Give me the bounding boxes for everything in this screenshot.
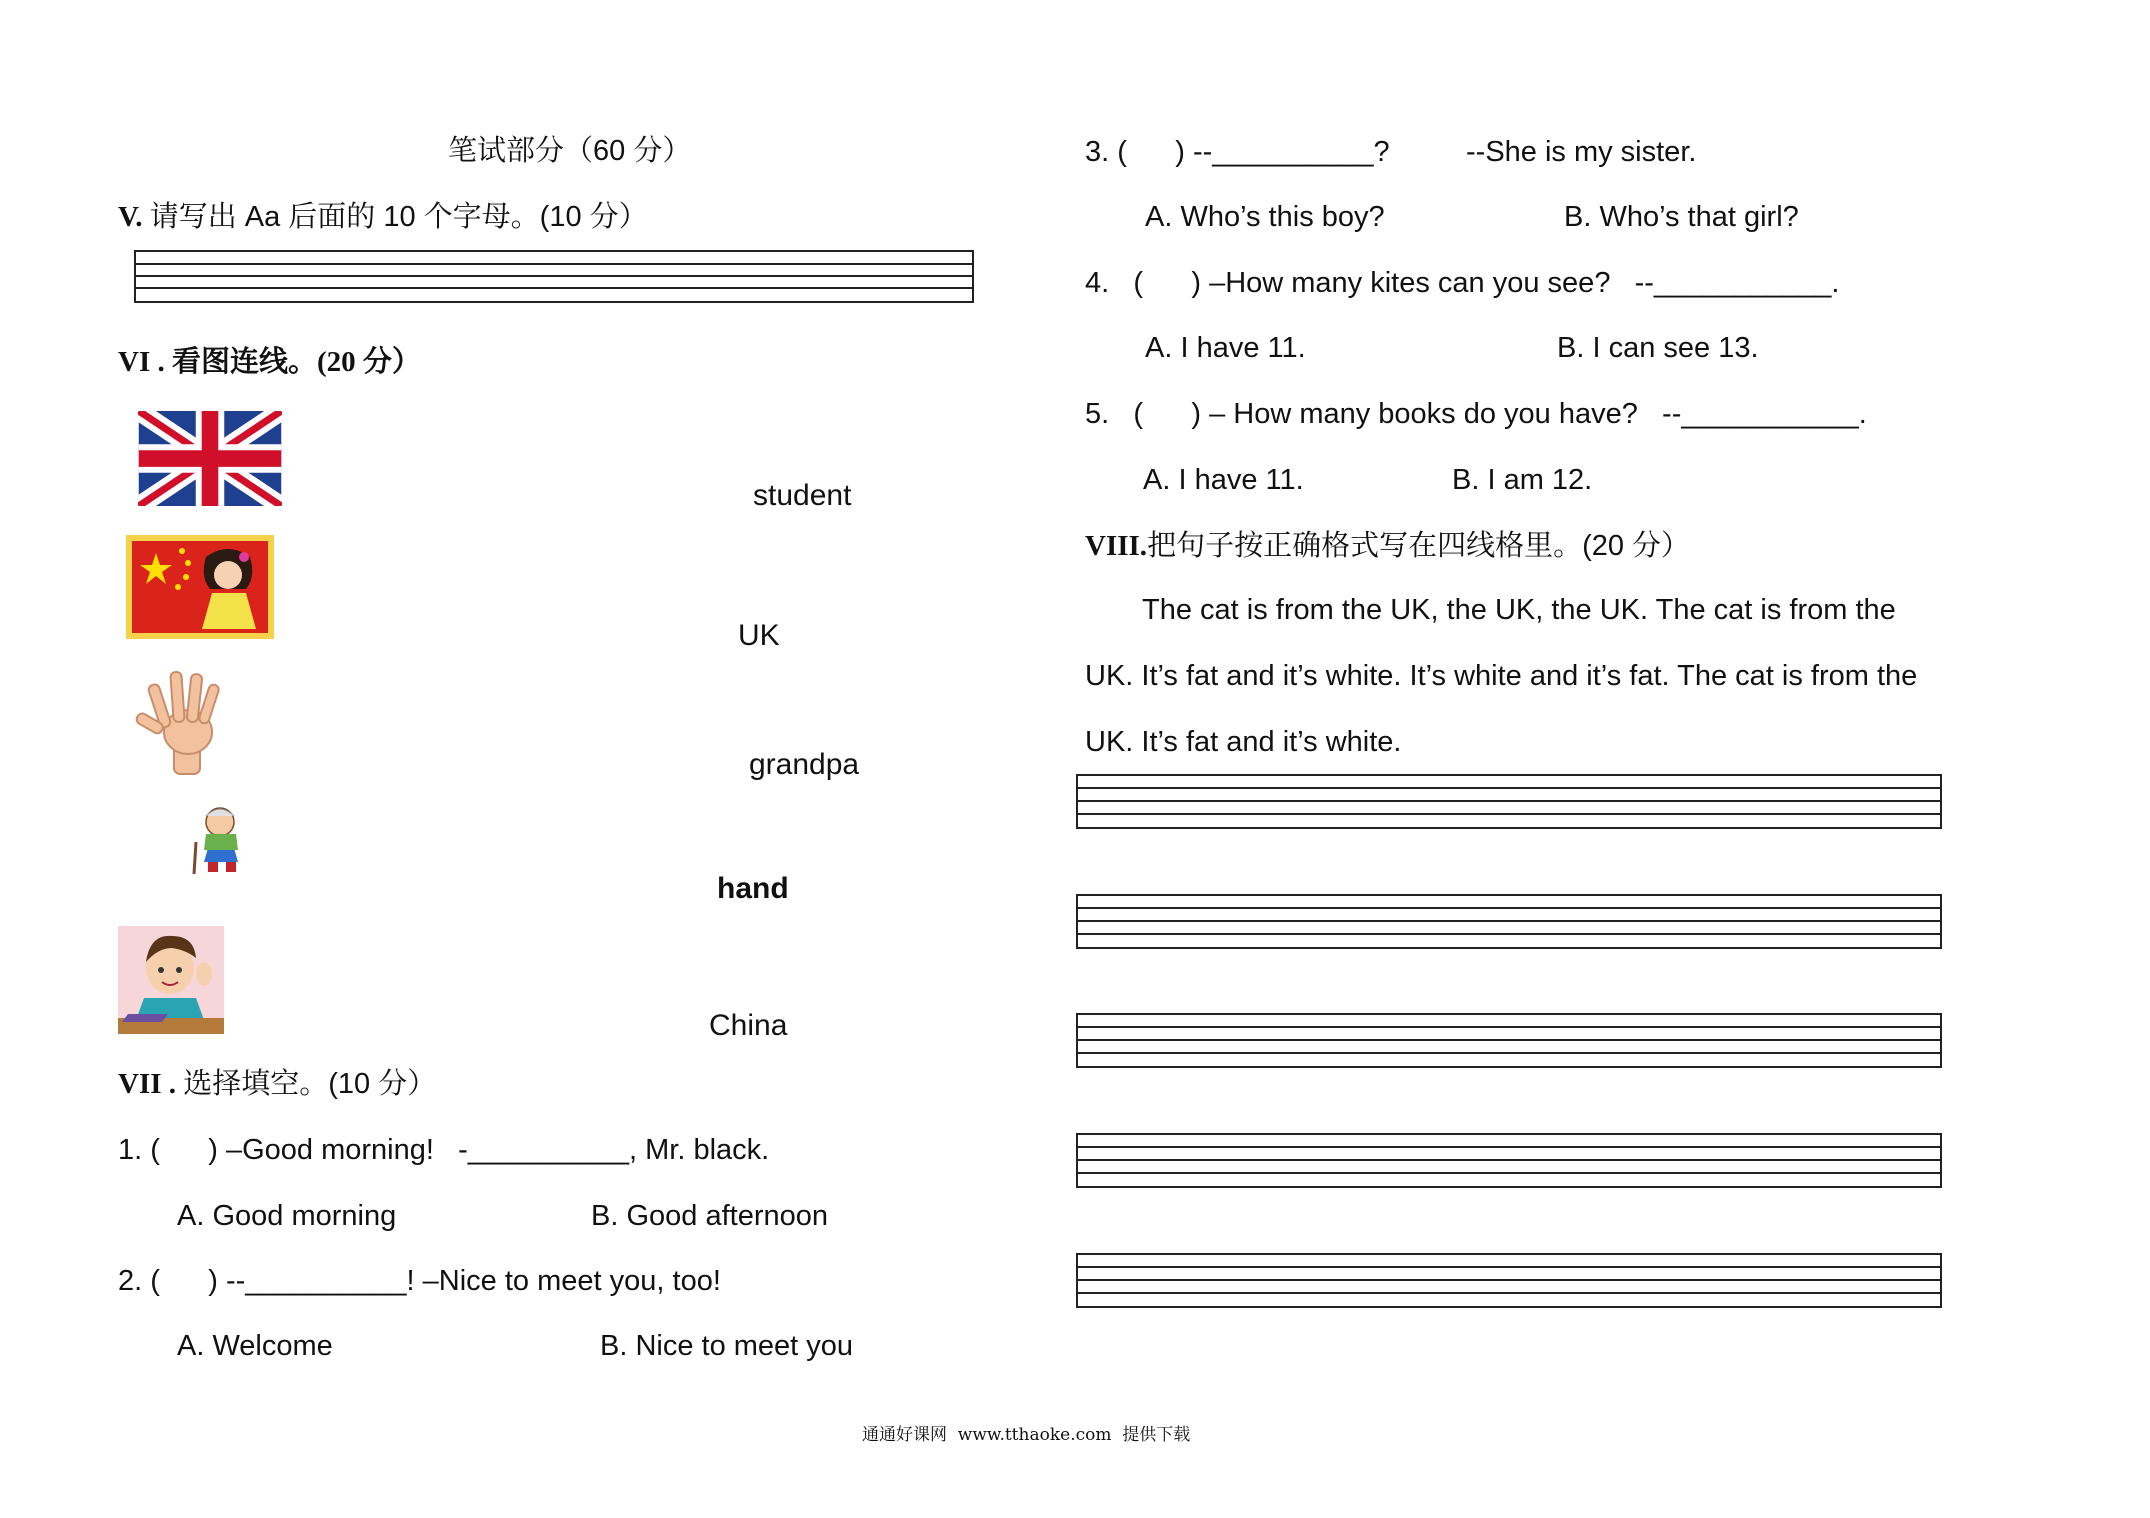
section-7-title: 选择填空。(10 分）	[183, 1068, 437, 1100]
passage-line-2: UK. It’s fat and it’s white. It’s white and it’s fat. The cat is from the	[1085, 660, 1918, 692]
question-2-option-b[interactable]: B. Nice to meet you	[600, 1330, 854, 1362]
section-8-heading	[1085, 528, 1690, 564]
section-7-number: VII .	[118, 1068, 177, 1100]
four-line-grid[interactable]	[1076, 1133, 1942, 1188]
question-1-option-a[interactable]: A. Good morning	[177, 1200, 397, 1232]
match-word[interactable]: UK	[738, 619, 780, 652]
question-3-reply: --She is my sister.	[1466, 136, 1697, 168]
section-6-heading	[118, 344, 421, 380]
match-word[interactable]: China	[709, 1009, 788, 1042]
question-5-stem: 5. ( ) – How many books do you have? --___________.	[1085, 398, 1867, 430]
four-line-grid[interactable]	[1076, 774, 1942, 829]
question-3-option-b[interactable]: B. Who’s that girl?	[1564, 201, 1799, 233]
uk-flag-picture	[138, 411, 282, 506]
four-line-grid[interactable]	[1076, 894, 1942, 949]
page-title: 笔试部分（60 分）	[448, 135, 692, 167]
four-line-grid[interactable]	[1076, 1253, 1942, 1308]
passage-line-3: UK. It’s fat and it’s white.	[1085, 726, 1402, 758]
four-line-grid[interactable]	[134, 250, 974, 303]
section-8-title: 把句子按正确格式写在四线格里。(20 分）	[1147, 530, 1691, 562]
question-3-option-a[interactable]: A. Who’s this boy?	[1145, 201, 1385, 233]
grandpa-picture	[186, 802, 258, 876]
china-flag-girl-picture	[126, 535, 274, 639]
question-2-stem: 2. ( ) --__________! –Nice to meet you, too!	[118, 1265, 721, 1297]
section-7-heading	[118, 1066, 436, 1102]
question-4-option-a[interactable]: A. I have 11.	[1145, 332, 1306, 364]
question-5-option-b[interactable]: B. I am 12.	[1452, 464, 1593, 496]
question-5-option-a[interactable]: A. I have 11.	[1143, 464, 1304, 496]
four-line-grid[interactable]	[1076, 1013, 1942, 1068]
question-1-stem: 1. ( ) –Good morning! -__________, Mr. black.	[118, 1134, 770, 1166]
section-5-heading	[118, 199, 648, 235]
question-4-option-b[interactable]: B. I can see 13.	[1557, 332, 1759, 364]
hand-picture	[132, 668, 242, 776]
question-3-stem: 3. ( ) --__________?	[1085, 136, 1390, 168]
match-word[interactable]: hand	[717, 872, 789, 905]
section-5-title: 请写出 Aa 后面的 10 个字母。(10 分）	[149, 201, 648, 233]
section-5-number: V.	[118, 201, 143, 233]
question-1-option-b[interactable]: B. Good afternoon	[591, 1200, 828, 1232]
match-word[interactable]: student	[753, 479, 852, 512]
passage-line-1: The cat is from the UK, the UK, the UK. The cat is from the	[1142, 594, 1896, 626]
question-4-stem: 4. ( ) –How many kites can you see? --___________.	[1085, 267, 1840, 299]
section-6-title: 看图连线。(20 分）	[171, 346, 421, 378]
match-word[interactable]: grandpa	[749, 748, 860, 781]
footer-source: 通通好课网 www.tthaoke.com 提供下载	[862, 1425, 1191, 1445]
question-2-option-a[interactable]: A. Welcome	[177, 1330, 333, 1362]
section-6-number: VI .	[118, 346, 165, 378]
section-8-number: VIII.	[1085, 530, 1148, 562]
student-boy-picture	[118, 926, 224, 1034]
